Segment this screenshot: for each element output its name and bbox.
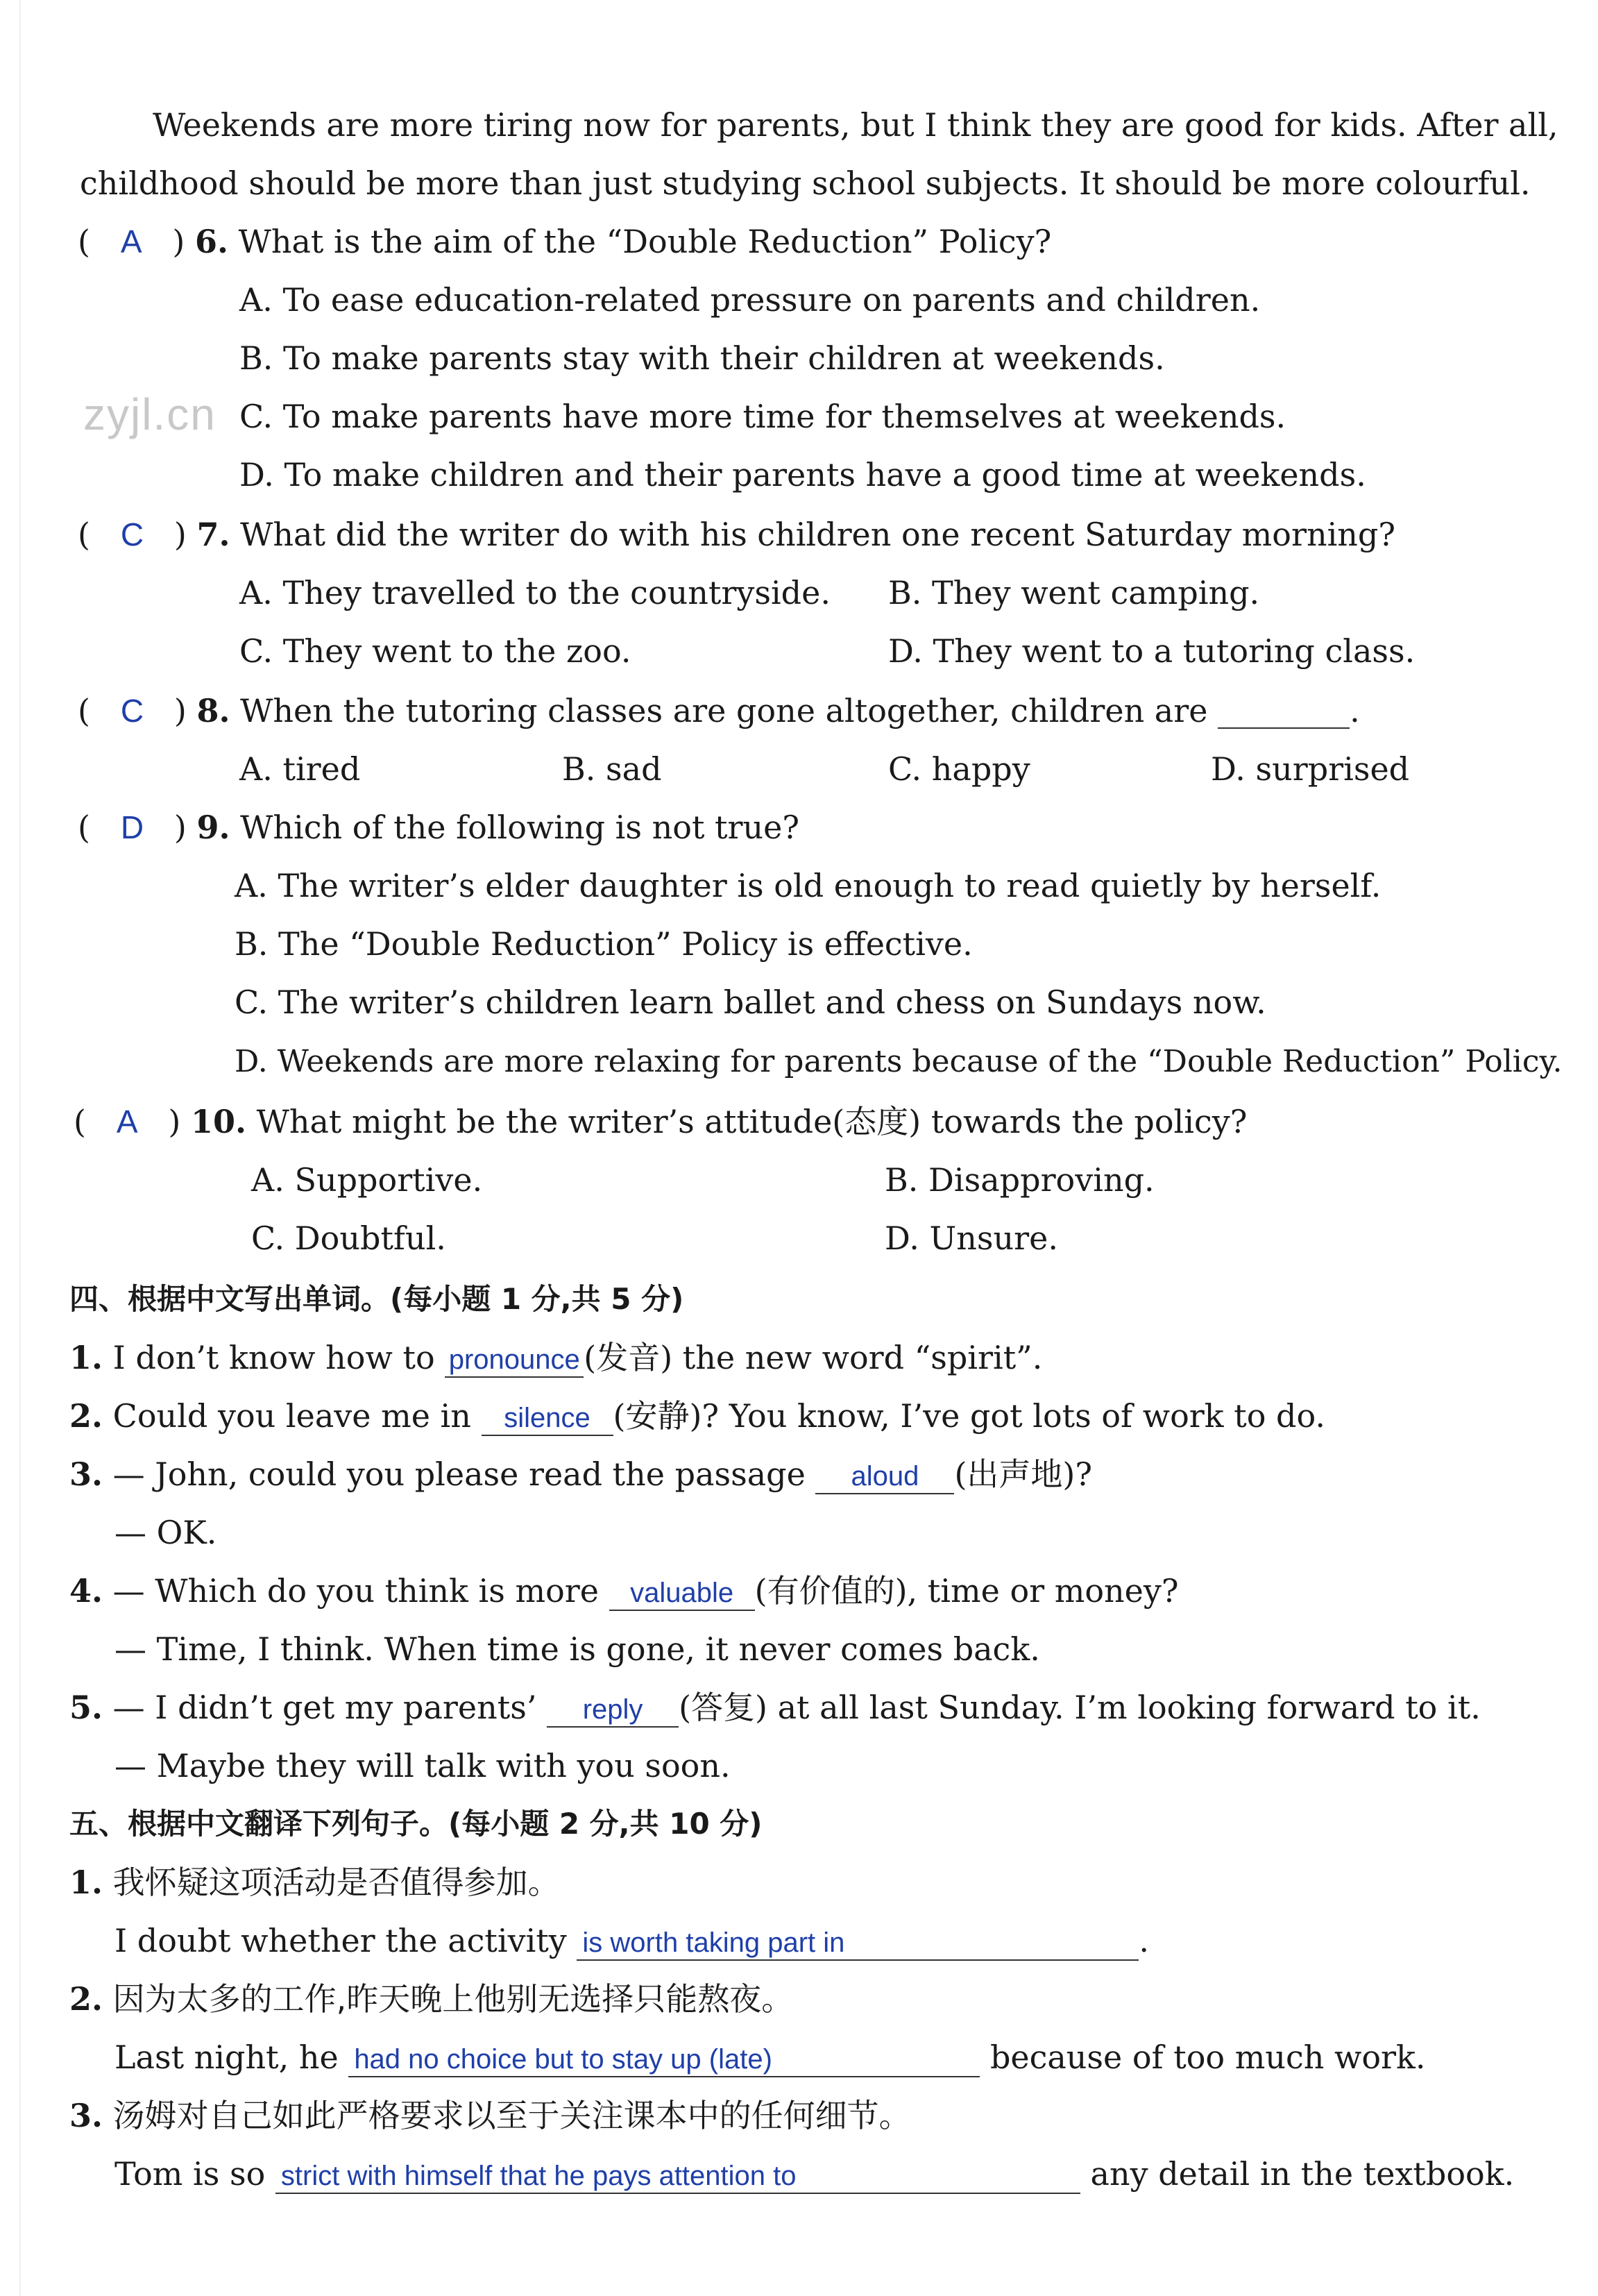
blank-8 bbox=[1218, 694, 1350, 729]
option-8b: B. sad bbox=[562, 750, 662, 788]
option-6c: C. To make parents have more time for themselves at weekends. bbox=[239, 398, 1286, 435]
s5-blank-3: strict with himself that he pays attention to bbox=[275, 2157, 1080, 2194]
s5-item-1-cn: 1. 我怀疑这项活动是否值得参加。 bbox=[69, 1864, 560, 1901]
option-6b: B. To make parents stay with their children at weekends. bbox=[239, 339, 1165, 377]
s4-blank-5: reply bbox=[547, 1691, 679, 1728]
option-6d: D. To make children and their parents have a good time at weekends. bbox=[239, 456, 1366, 493]
question-number: 10. bbox=[190, 1103, 246, 1140]
option-10b: B. Disapproving. bbox=[885, 1161, 1155, 1199]
s5-item-3-en: Tom is so strict with himself that he pays attention to any detail in the textbook. bbox=[114, 2155, 1515, 2193]
s4-item-5: 5. — I didn’t get my parents’ reply (答复) at all last Sunday. I’m looking forward to it. bbox=[69, 1689, 1481, 1726]
s5-blank-2: had no choice but to stay up (late) bbox=[348, 2041, 980, 2077]
s4-blank-3: aloud bbox=[815, 1458, 954, 1494]
answer-8: C bbox=[120, 693, 144, 729]
option-6a: A. To ease education-related pressure on parents and children. bbox=[239, 281, 1261, 319]
s5-item-3-cn: 3. 汤姆对自己如此严格要求以至于关注课本中的任何细节。 bbox=[69, 2097, 911, 2134]
answer-paren: ( A ) bbox=[78, 223, 185, 260]
option-8a: A. tired bbox=[239, 750, 361, 788]
question-stem: What is the aim of the “Double Reduction” Policy? bbox=[238, 223, 1052, 260]
page-margin-line bbox=[19, 0, 21, 2296]
option-7d: D. They went to a tutoring class. bbox=[888, 632, 1416, 670]
question-8: ( C ) 8. When the tutoring classes are gone altogether, children are . bbox=[78, 692, 1360, 729]
option-7c: C. They went to the zoo. bbox=[239, 632, 631, 670]
answer-10: A bbox=[116, 1104, 138, 1140]
option-9a: A. The writer’s elder daughter is old enough to read quietly by herself. bbox=[235, 867, 1382, 904]
question-6 bbox=[78, 221, 1051, 262]
s4-reply-4: — Time, I think. When time is gone, it never comes back. bbox=[114, 1630, 1040, 1668]
question-10: ( A ) 10. What might be the writer’s attitude(态度) towards the policy? bbox=[74, 1103, 1248, 1140]
answer-9: D bbox=[120, 809, 144, 845]
passage-line-2: childhood should be more than just studying school subjects. It should be more colourful. bbox=[80, 164, 1531, 202]
s4-item-3: 3. — John, could you please read the passage aloud (出声地)? bbox=[69, 1455, 1092, 1493]
s4-blank-2: silence bbox=[482, 1399, 613, 1436]
question-stem: What might be the writer’s attitude(态度) towards the policy? bbox=[256, 1103, 1248, 1140]
option-9b: B. The “Double Reduction” Policy is effective. bbox=[235, 925, 973, 963]
question-stem: What did the writer do with his children one recent Saturday morning? bbox=[240, 516, 1396, 553]
question-number: 9. bbox=[196, 809, 230, 846]
s5-blank-1: is worth taking part in bbox=[577, 1924, 1139, 1961]
option-9c: C. The writer’s children learn ballet and chess on Sundays now. bbox=[235, 984, 1266, 1021]
s4-reply-3: — OK. bbox=[114, 1514, 217, 1551]
s5-item-2-cn: 2. 因为太多的工作,昨天晚上他别无选择只能熬夜。 bbox=[69, 1980, 794, 2018]
option-7b: B. They went camping. bbox=[888, 574, 1260, 611]
section-5-title: 五、根据中文翻译下列句子。(每小题 2 分,共 10 分) bbox=[69, 1807, 763, 1841]
s4-item-4: 4. — Which do you think is more valuable (有价值的), time or money? bbox=[69, 1572, 1179, 1610]
s4-item-2: 2. Could you leave me in silence (安静)? You know, I’ve got lots of work to do. bbox=[69, 1397, 1326, 1435]
s4-blank-1: pronounce bbox=[445, 1341, 584, 1378]
option-10a: A. Supportive. bbox=[251, 1161, 483, 1199]
question-stem: When the tutoring classes are gone altogether, children are bbox=[240, 692, 1208, 729]
answer-6: A bbox=[120, 223, 142, 260]
s4-reply-5: — Maybe they will talk with you soon. bbox=[114, 1747, 731, 1784]
section-4-title: 四、根据中文写出单词。(每小题 1 分,共 5 分) bbox=[69, 1282, 684, 1316]
question-number: 7. bbox=[196, 516, 230, 553]
question-number: 8. bbox=[196, 692, 230, 729]
question-9: ( D ) 9. Which of the following is not true? bbox=[78, 809, 800, 846]
s5-item-2-en: Last night, he had no choice but to stay up (late) because of too much work. bbox=[114, 2038, 1426, 2076]
option-10d: D. Unsure. bbox=[885, 1219, 1058, 1257]
watermark: zyjl.cn bbox=[83, 389, 216, 439]
s4-blank-4: valuable bbox=[609, 1574, 755, 1611]
option-7a: A. They travelled to the countryside. bbox=[239, 574, 831, 611]
option-9d: D. Weekends are more relaxing for parents because of the “Double Reduction” Policy. bbox=[235, 1044, 1563, 1079]
question-7: ( C ) 7. What did the writer do with his children one recent Saturday morning? bbox=[78, 516, 1396, 553]
option-10c: C. Doubtful. bbox=[251, 1219, 446, 1257]
passage-line-1: Weekends are more tiring now for parents, but I think they are good for kids. After all, bbox=[153, 106, 1558, 144]
question-number: 6. bbox=[194, 223, 228, 260]
s5-item-1-en: I doubt whether the activity is worth taking part in . bbox=[114, 1922, 1150, 1959]
option-8c: C. happy bbox=[888, 750, 1030, 788]
option-8d: D. surprised bbox=[1211, 750, 1410, 788]
s4-item-1: 1. I don’t know how to pronounce (发音) the new word “spirit”. bbox=[69, 1339, 1043, 1376]
question-stem: Which of the following is not true? bbox=[240, 809, 800, 846]
answer-7: C bbox=[120, 516, 144, 552]
